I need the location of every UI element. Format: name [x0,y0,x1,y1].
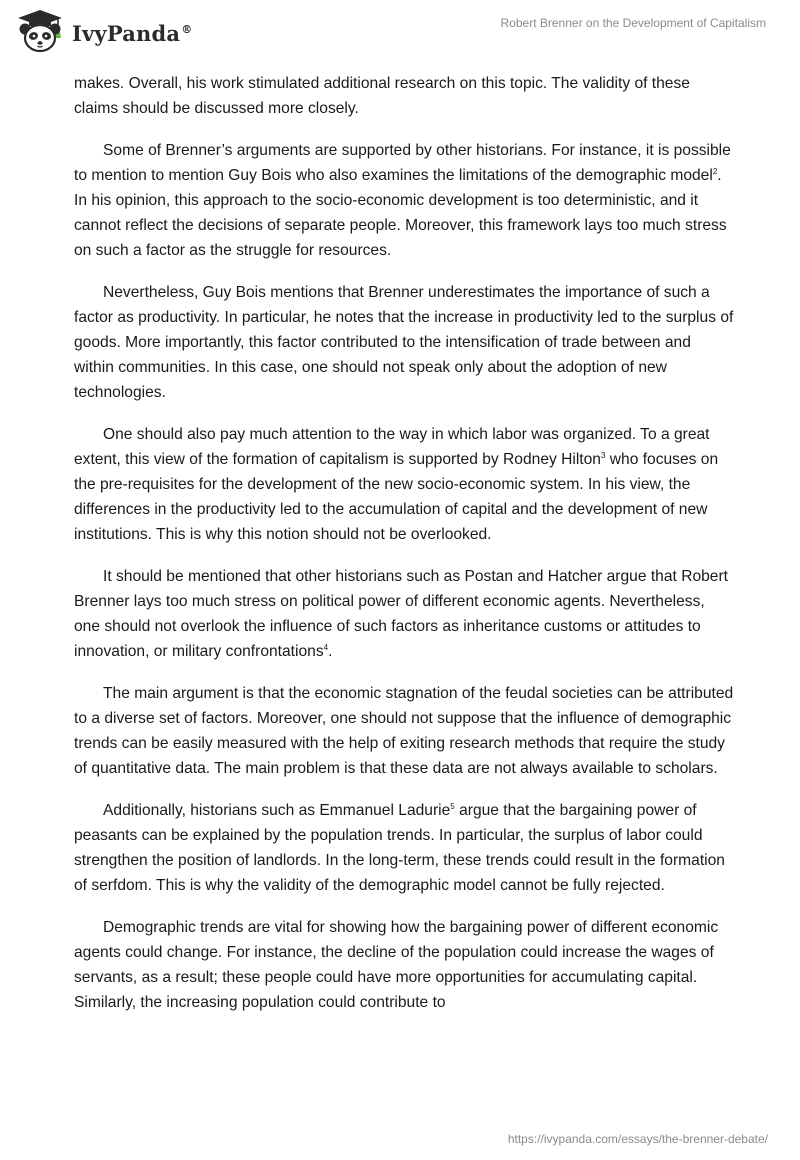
paragraph-text: One should also pay much attention to the way in which labor was organized. To a great extent, this view of the formation of capitalism is supported by Rodney Hilton [74,426,710,468]
paragraph [74,71,734,121]
essay-body [74,71,734,1032]
source-url[interactable]: https://ivypanda.com/essays/the-brenner-debate/ [507,1132,768,1146]
paragraph [74,564,734,664]
paragraph-text: Nevertheless, Guy Bois mentions that Brenner underestimates the importance of such a factor as productivity. In particular, he notes that the increase in productivity led to the surplus of goods. More importantly, this factor contributed to the intensification of trade between and within communities. In this case, one should not speak only about the adoption of new technologies. [74,284,734,401]
registered-mark: ® [181,22,193,36]
paragraph [74,422,734,547]
footnote-marker[interactable]: 2 [712,166,718,176]
page-header [0,0,800,60]
paragraph-text: Additionally, historians such as Emmanuel Ladurie [103,802,451,819]
paragraph-text: makes. Overall, his work stimulated additional research on this topic. The validity of these claims should be discussed more closely. [74,75,690,117]
paragraph [74,915,734,1015]
paragraph-text: argue that the bargaining power of peasants can be explained by the population trends. In particular, the surplus of labor could strengthen the position of landlords. In the long-term, these trends could result in the formation of serfdom. This is why the validity of the demographic model cannot be fully rejected. [74,802,725,894]
paragraph [74,798,734,898]
panda-graduation-cap-icon [14,8,66,54]
footnote-marker[interactable]: 5 [450,801,455,811]
paragraph-text: The main argument is that the economic stagnation of the feudal societies can be attributed to a diverse set of factors. Moreover, one should not suppose that the influence of demographic trends can be easily measured with the help of exiting research methods that require the study of quantitative data. The main problem is that these data are not always available to scholars. [74,685,734,777]
footnote-marker[interactable]: 4 [323,642,329,652]
brand-name: IvyPanda® [72,20,193,46]
document-title: Robert Brenner on the Development of Capitalism [500,16,766,30]
paragraph-text: Some of Brenner’s arguments are supported by other historians. For instance, it is possible to mention to mention Guy Bois who also examines the limitations of the demographic model [74,142,731,184]
paragraph-text: . In his opinion, this approach to the socio-economic development is too deterministic, and it cannot reflect the decisions of separate people. Moreover, this framework lays too much stress on such a factor as the struggle for resources. [74,167,727,259]
paragraph-text: who focuses on the pre-requisites for the development of the new socio-economic system. In his view, the differences in the productivity led to the accumulation of capital and the development of new institutions. This is why this notion should not be overlooked. [74,451,719,543]
paragraph [74,280,734,405]
paragraph-text: Demographic trends are vital for showing how the bargaining power of different economic agents could change. For instance, the decline of the population could increase the wages of servants, as a result; these people could have more opportunities for accumulating capital. Similarly, the increasing population could contribute to [74,919,719,1011]
paragraph-text: It should be mentioned that other historians such as Postan and Hatcher argue that Robert Brenner lays too much stress on political power of different economic agents. Nevertheless, one should not overlook the influence of such factors as inheritance customs or attitudes to innovation, or military confrontations [74,568,728,660]
paragraph-text: . [328,643,333,660]
brand-logo[interactable] [14,8,192,54]
footnote-marker[interactable]: 3 [600,450,606,460]
paragraph [74,681,734,781]
paragraph [74,138,734,263]
